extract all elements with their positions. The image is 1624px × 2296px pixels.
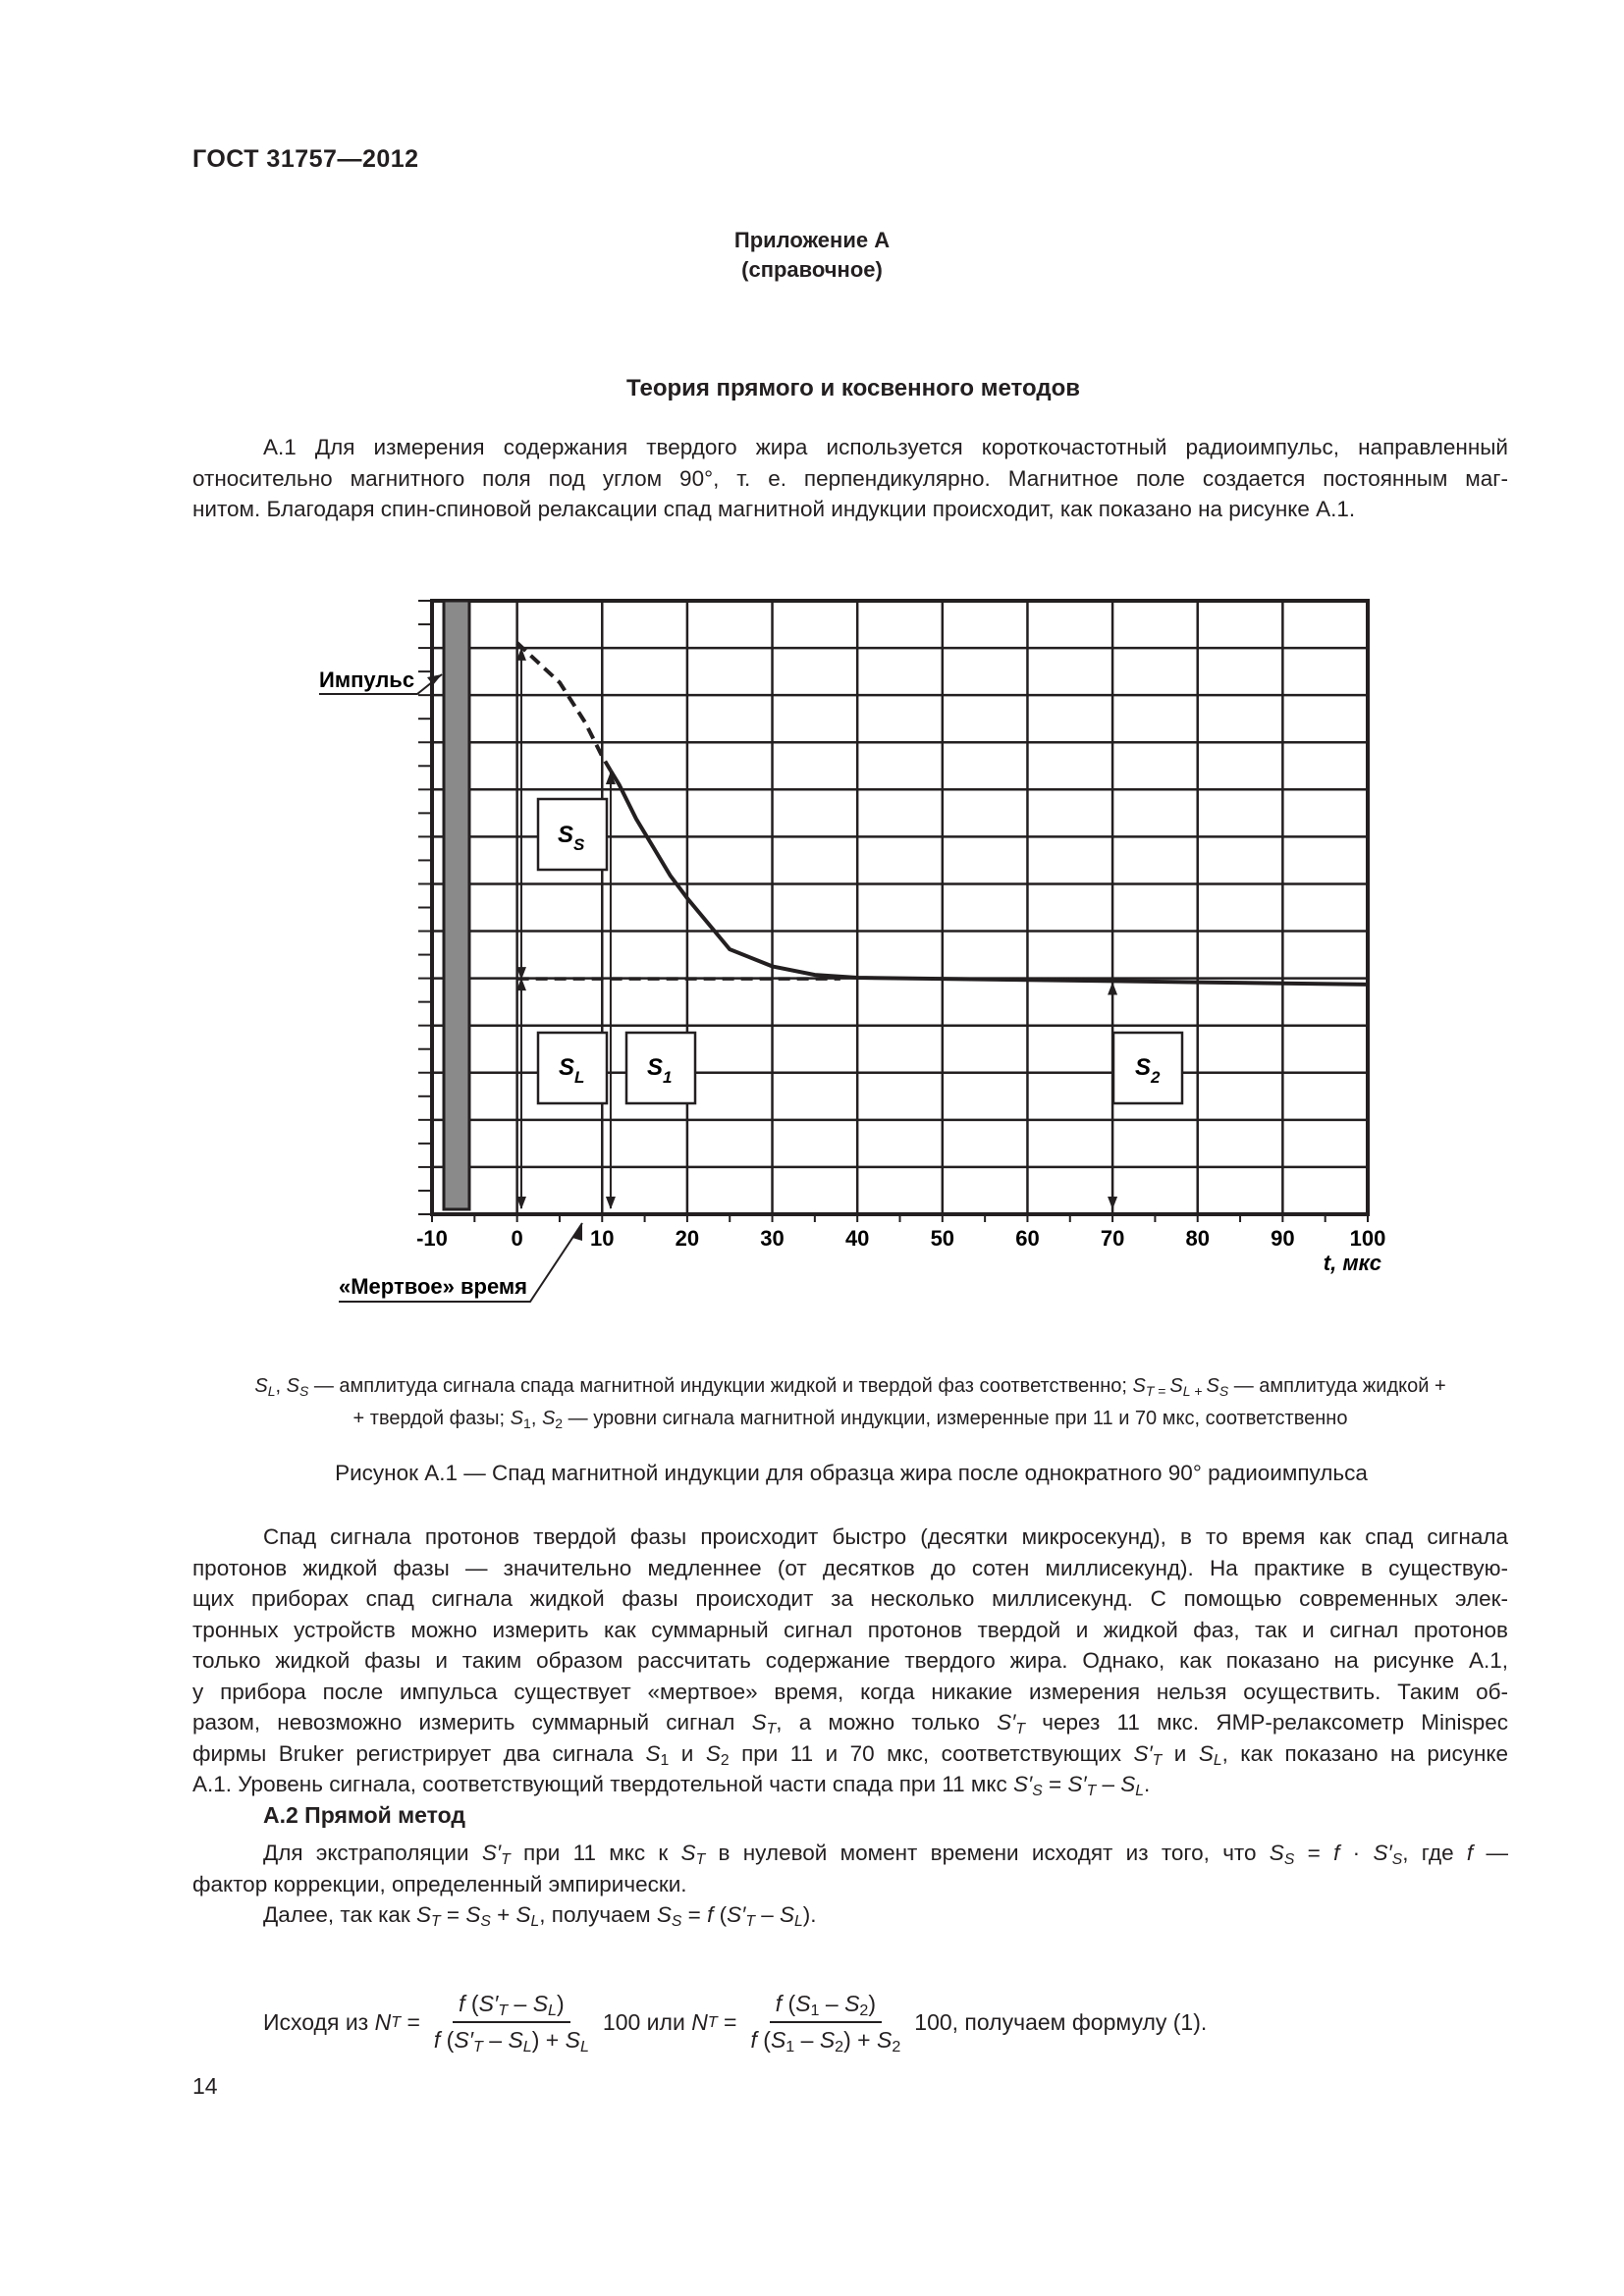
box-s1-sub: 1 — [663, 1068, 673, 1087]
measured-curve-segment — [611, 771, 1368, 985]
legend-line-1: $S_L$, $S_S$ — амплитуда сигнала спада магнитной индукции жидкой и твердой фаз соответственно; $S_{T =}$ $S_{L +}$ $S_S$ — амплитуда жидкой + — [254, 1375, 1446, 1399]
paragraph-a2 — [192, 1838, 1508, 1931]
pulse-label: Импульс — [319, 667, 415, 692]
pulse-bar — [444, 601, 469, 1209]
box-s2-sub: 2 — [1151, 1068, 1161, 1087]
appendix-title: Приложение А — [733, 228, 891, 252]
label-box-s1 — [626, 1033, 695, 1103]
paragraph-line: у прибора после импульса существует «мертвое» время, когда никакие измерения нельзя осуществить. Таким об- — [192, 1679, 1508, 1704]
x-tick-label: 80 — [1185, 1226, 1210, 1251]
paragraph-line: фирмы Bruker регистрирует два сигнала $S_1$ и $S_2$ при 11 и 70 мкс, соответствующих $S'_T$ и $S_L$, как показано на рисунке — [192, 1740, 1508, 1769]
formula-tail-text: 100, получаем формулу (1). — [914, 2008, 1208, 2035]
chart-grid — [418, 601, 1368, 1222]
subsection-title: А.2 Прямой метод — [263, 1802, 465, 1828]
arrow-s2-head — [1108, 1197, 1117, 1209]
paragraph-line: щих приборах спад сигнала жидкой фазы происходит за несколько миллисекунд. С помощью современных элек- — [192, 1586, 1508, 1611]
paragraph-line: нитом. Благодаря спин-спиновой релаксации спад магнитной индукции происходит, как показано на рисунке А.1. — [192, 497, 1356, 521]
arrow-s1-head — [606, 1197, 616, 1209]
box-ss-sub: S — [573, 835, 585, 854]
paragraph-line: относительно магнитного поля под углом 90°, т. е. перпендикулярно. Магнитное поле создается постоянным маг- — [192, 465, 1508, 491]
plot-frame — [432, 601, 1368, 1214]
box-sl-label: S — [559, 1054, 575, 1081]
x-axis-title: t, мкс — [1323, 1251, 1381, 1275]
x-tick-label: 0 — [511, 1226, 523, 1251]
appendix-subtitle: (справочное) — [741, 257, 883, 282]
label-box-ss — [538, 799, 607, 870]
fraction-1: $\frac{f (S'_T - S_L)}{f (S'_T - S_L) + S_L}$ — [433, 1991, 589, 2056]
paragraph-line: только жидкой фазы и таким образом рассчитать содержание твердого жира. Однако, как показано на рисунке А.1, — [192, 1648, 1508, 1673]
x-tick-label: 30 — [760, 1226, 785, 1251]
x-tick-label: 90 — [1271, 1226, 1295, 1251]
paragraph-line: разом, невозможно измерить суммарный сигнал $S_T$, а можно только $S'_T$ через 11 мкс. ЯМР-релаксометр Minispec — [192, 1710, 1508, 1737]
paragraph-2 — [192, 1522, 1508, 1800]
paragraph-line: А.1. Уровень сигнала, соответствующий твердотельной части спада при 11 мкс $S'_S = S'_T - S_L$. — [192, 1772, 1151, 1799]
label-box-sl — [538, 1033, 607, 1103]
paragraph-line: Спад сигнала протонов твердой фазы происходит быстро (десятки микросекунд), в то время как спад сигнала — [263, 1524, 1508, 1549]
arrow-s2-head-top — [1108, 982, 1117, 994]
paragraph-line: протонов жидкой фазы — значительно медленнее (от десятков до сотен миллисекунд). На практике в существую- — [192, 1555, 1508, 1580]
x-tick-label: 40 — [844, 1226, 870, 1251]
box-s1-label: S — [647, 1054, 664, 1081]
x-tick-label: -10 — [416, 1226, 448, 1251]
x-tick-label: 70 — [1100, 1226, 1125, 1251]
label-box-s2 — [1113, 1033, 1182, 1103]
paragraph-line: Далее, так как $S_T = S_S + S_L$, получаем $S_S = f$ $(S'_T - S_L)$. — [263, 1902, 817, 1930]
box-s2-label: S — [1135, 1054, 1152, 1081]
x-tick-label: 10 — [590, 1226, 615, 1251]
paragraph-a1 — [192, 432, 1508, 525]
fid-decay-figure — [295, 579, 1414, 1306]
fraction-2: $\frac{f (S_1 - S_2)}{f (S_1 - S_2) + S_2}$ — [750, 1991, 901, 2056]
x-tick-label: 100 — [1349, 1226, 1386, 1251]
box-ss-label: S — [558, 822, 574, 848]
paragraph-line: тронных устройств можно измерить как суммарный сигнал протонов твердой и жидкой фаз, так и сигнал протонов — [192, 1617, 1508, 1642]
formula-line: Исходя из N T = $\frac{f (S'_T - S_L)}{f (S'_T - S_L) + S_L}$ 100 или N T = $\frac{f (S_1 - S_2)}{f (S_1 - S_2) + S_2}$ 100, получаем формулу (1). — [263, 1991, 1208, 2056]
x-tick-labels — [416, 1226, 1385, 1251]
paragraph-line: А.1 Для измерения содержания твердого жира используется короткочастотный радиоимпульс, направленный — [263, 435, 1508, 459]
formula-lead-text: Исходя из — [263, 2008, 369, 2035]
formula-mid-text: 100 или — [602, 2008, 685, 2035]
x-tick-label: 60 — [1015, 1226, 1040, 1251]
paragraph-line: Для экстраполяции $S'_T$ при 11 мкс к $S_T$ в нулевой момент времени исходят из того, что $S_S = f \cdot S'_S$, где f — — [263, 1841, 1508, 1868]
x-tick-label: 50 — [930, 1226, 955, 1251]
figure-caption: Рисунок А.1 — Спад магнитной индукции для образца жира после однократного 90° радиоимпульса — [335, 1461, 1368, 1485]
dead-time-leader-arrowhead — [572, 1223, 582, 1241]
extrapolated-curve-segment — [517, 643, 611, 771]
figure-legend — [192, 1370, 1508, 1435]
dead-time-label: «Мертвое» время — [339, 1274, 527, 1299]
box-sl-sub: L — [574, 1068, 585, 1087]
standard-header: ГОСТ 31757—2012 — [192, 145, 419, 173]
legend-line-2: + твердой фазы; $S_1$, $S_2$ — уровни сигнала магнитной индукции, измеренные при 11 и 70 мкс, соответственно — [352, 1408, 1348, 1431]
paragraph-line: фактор коррекции, определенный эмпирически. — [192, 1871, 687, 1896]
page-number: 14 — [192, 2073, 218, 2099]
x-tick-label: 20 — [675, 1226, 700, 1251]
section-title: Теория прямого и косвенного методов — [626, 375, 1080, 401]
